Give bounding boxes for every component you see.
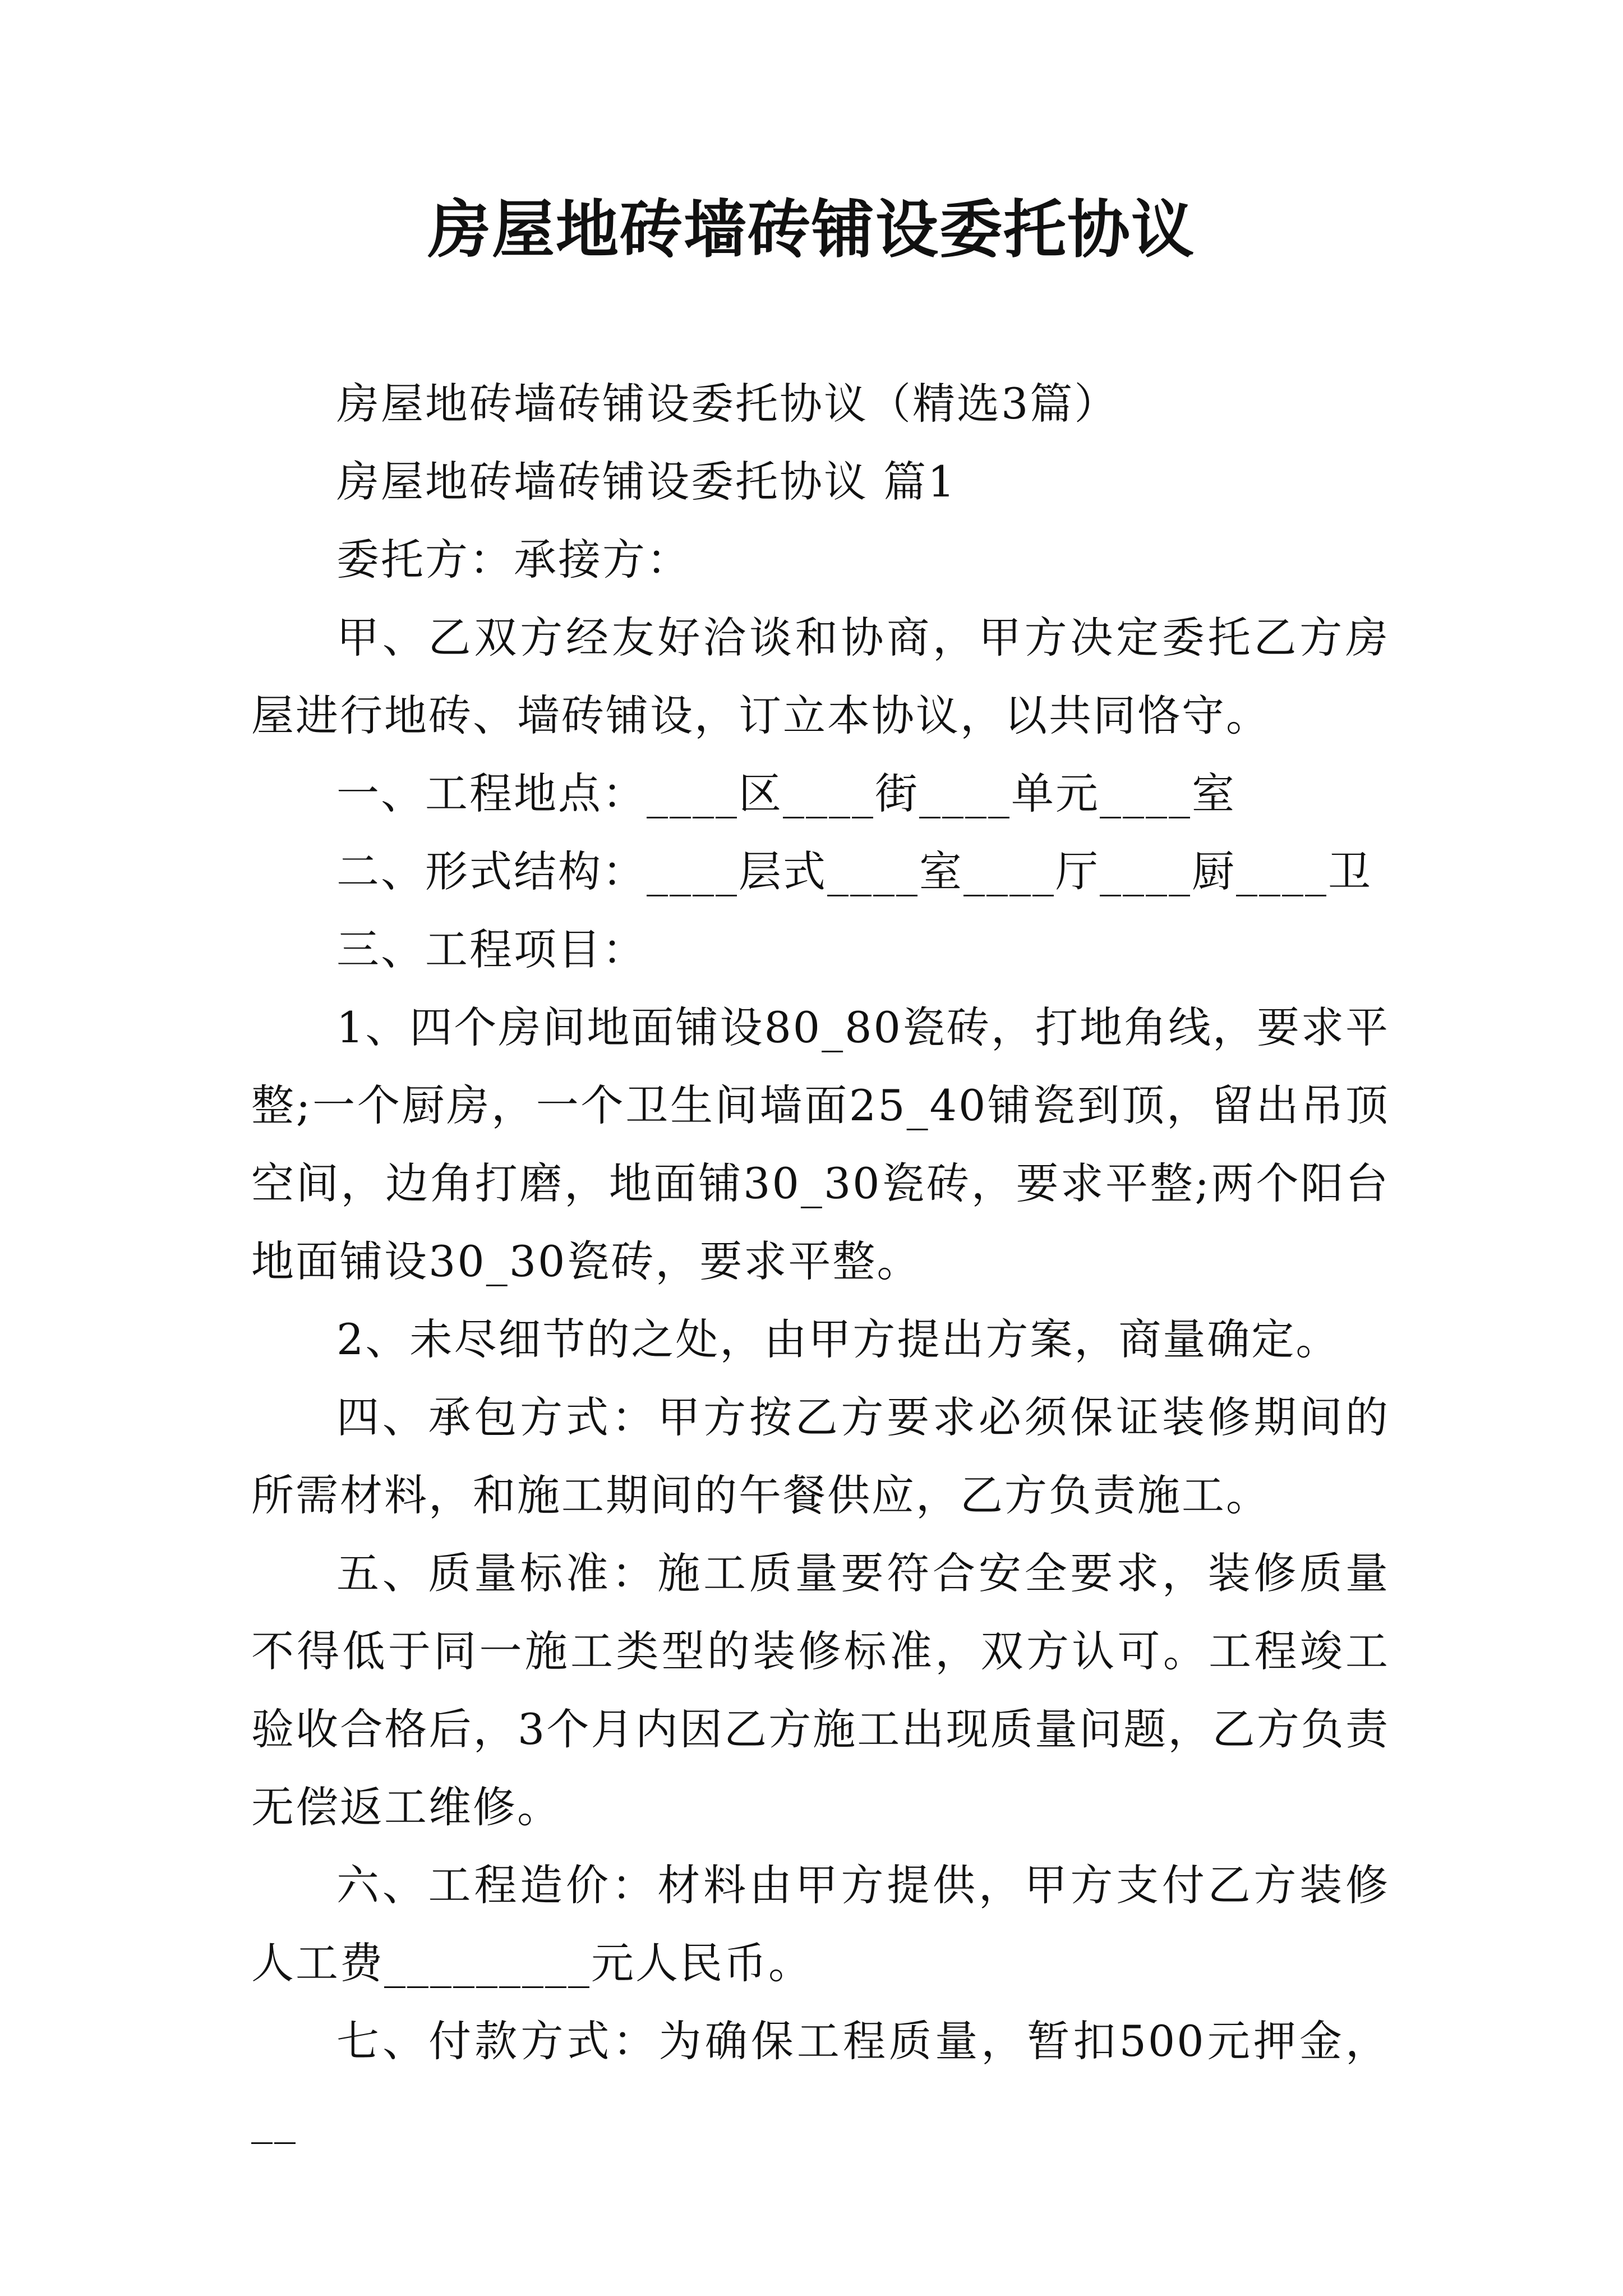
paragraph-project-cost: 六、工程造价：材料由甲方提供，甲方支付乙方装修人工费_________元人民币。 [251, 1860, 1390, 1988]
paragraph-collection-title: 房屋地砖墙砖铺设委托协议（精选3篇） [336, 379, 1119, 429]
paragraph-parties: 委托方：承接方： [336, 535, 691, 585]
paragraph-contract-method: 四、承包方式：甲方按乙方要求必须保证装修期间的所需材料，和施工期间的午餐供应，乙方负责施工。 [251, 1392, 1390, 1520]
paragraph-project-item-2: 2、未尽细节的之处，由甲方提出方案，商量确定。 [336, 1314, 1340, 1364]
paragraph-project-items-heading: 三、工程项目： [336, 924, 647, 974]
document-title: 房屋地砖墙砖铺设委托协议 [428, 193, 1195, 266]
paragraph-project-location: 一、工程地点：____区____街____单元____室 [336, 769, 1236, 818]
paragraph-intro: 甲、乙双方经友好洽谈和协商，甲方决定委托乙方房屋进行地砖、墙砖铺设，订立本协议，以共同恪守。 [251, 613, 1390, 740]
paragraph-section-title: 房屋地砖墙砖铺设委托协议 篇1 [336, 457, 957, 507]
paragraph-payment-method: 七、付款方式：为确保工程质量，暂扣500元押金，__ [251, 2016, 1390, 2144]
paragraph-project-item-1: 1、四个房间地面铺设80_80瓷砖，打地角线，要求平整;一个厨房，一个卫生间墙面25_40铺瓷到顶，留出吊顶空间，边角打磨，地面铺30_30瓷砖，要求平整;两个阳台地面铺设30_30瓷砖，要求平整。 [251, 1002, 1390, 1286]
paragraph-structure: 二、形式结构：____层式____室____厅____厨____卫 [336, 846, 1372, 896]
paragraph-quality-standard: 五、质量标准：施工质量要符合安全要求，装修质量不得低于同一施工类型的装修标准，双方认可。工程竣工验收合格后，3个月内因乙方施工出现质量问题，乙方负责无偿返工维修。 [251, 1548, 1390, 1832]
document-body [251, 365, 1390, 2158]
